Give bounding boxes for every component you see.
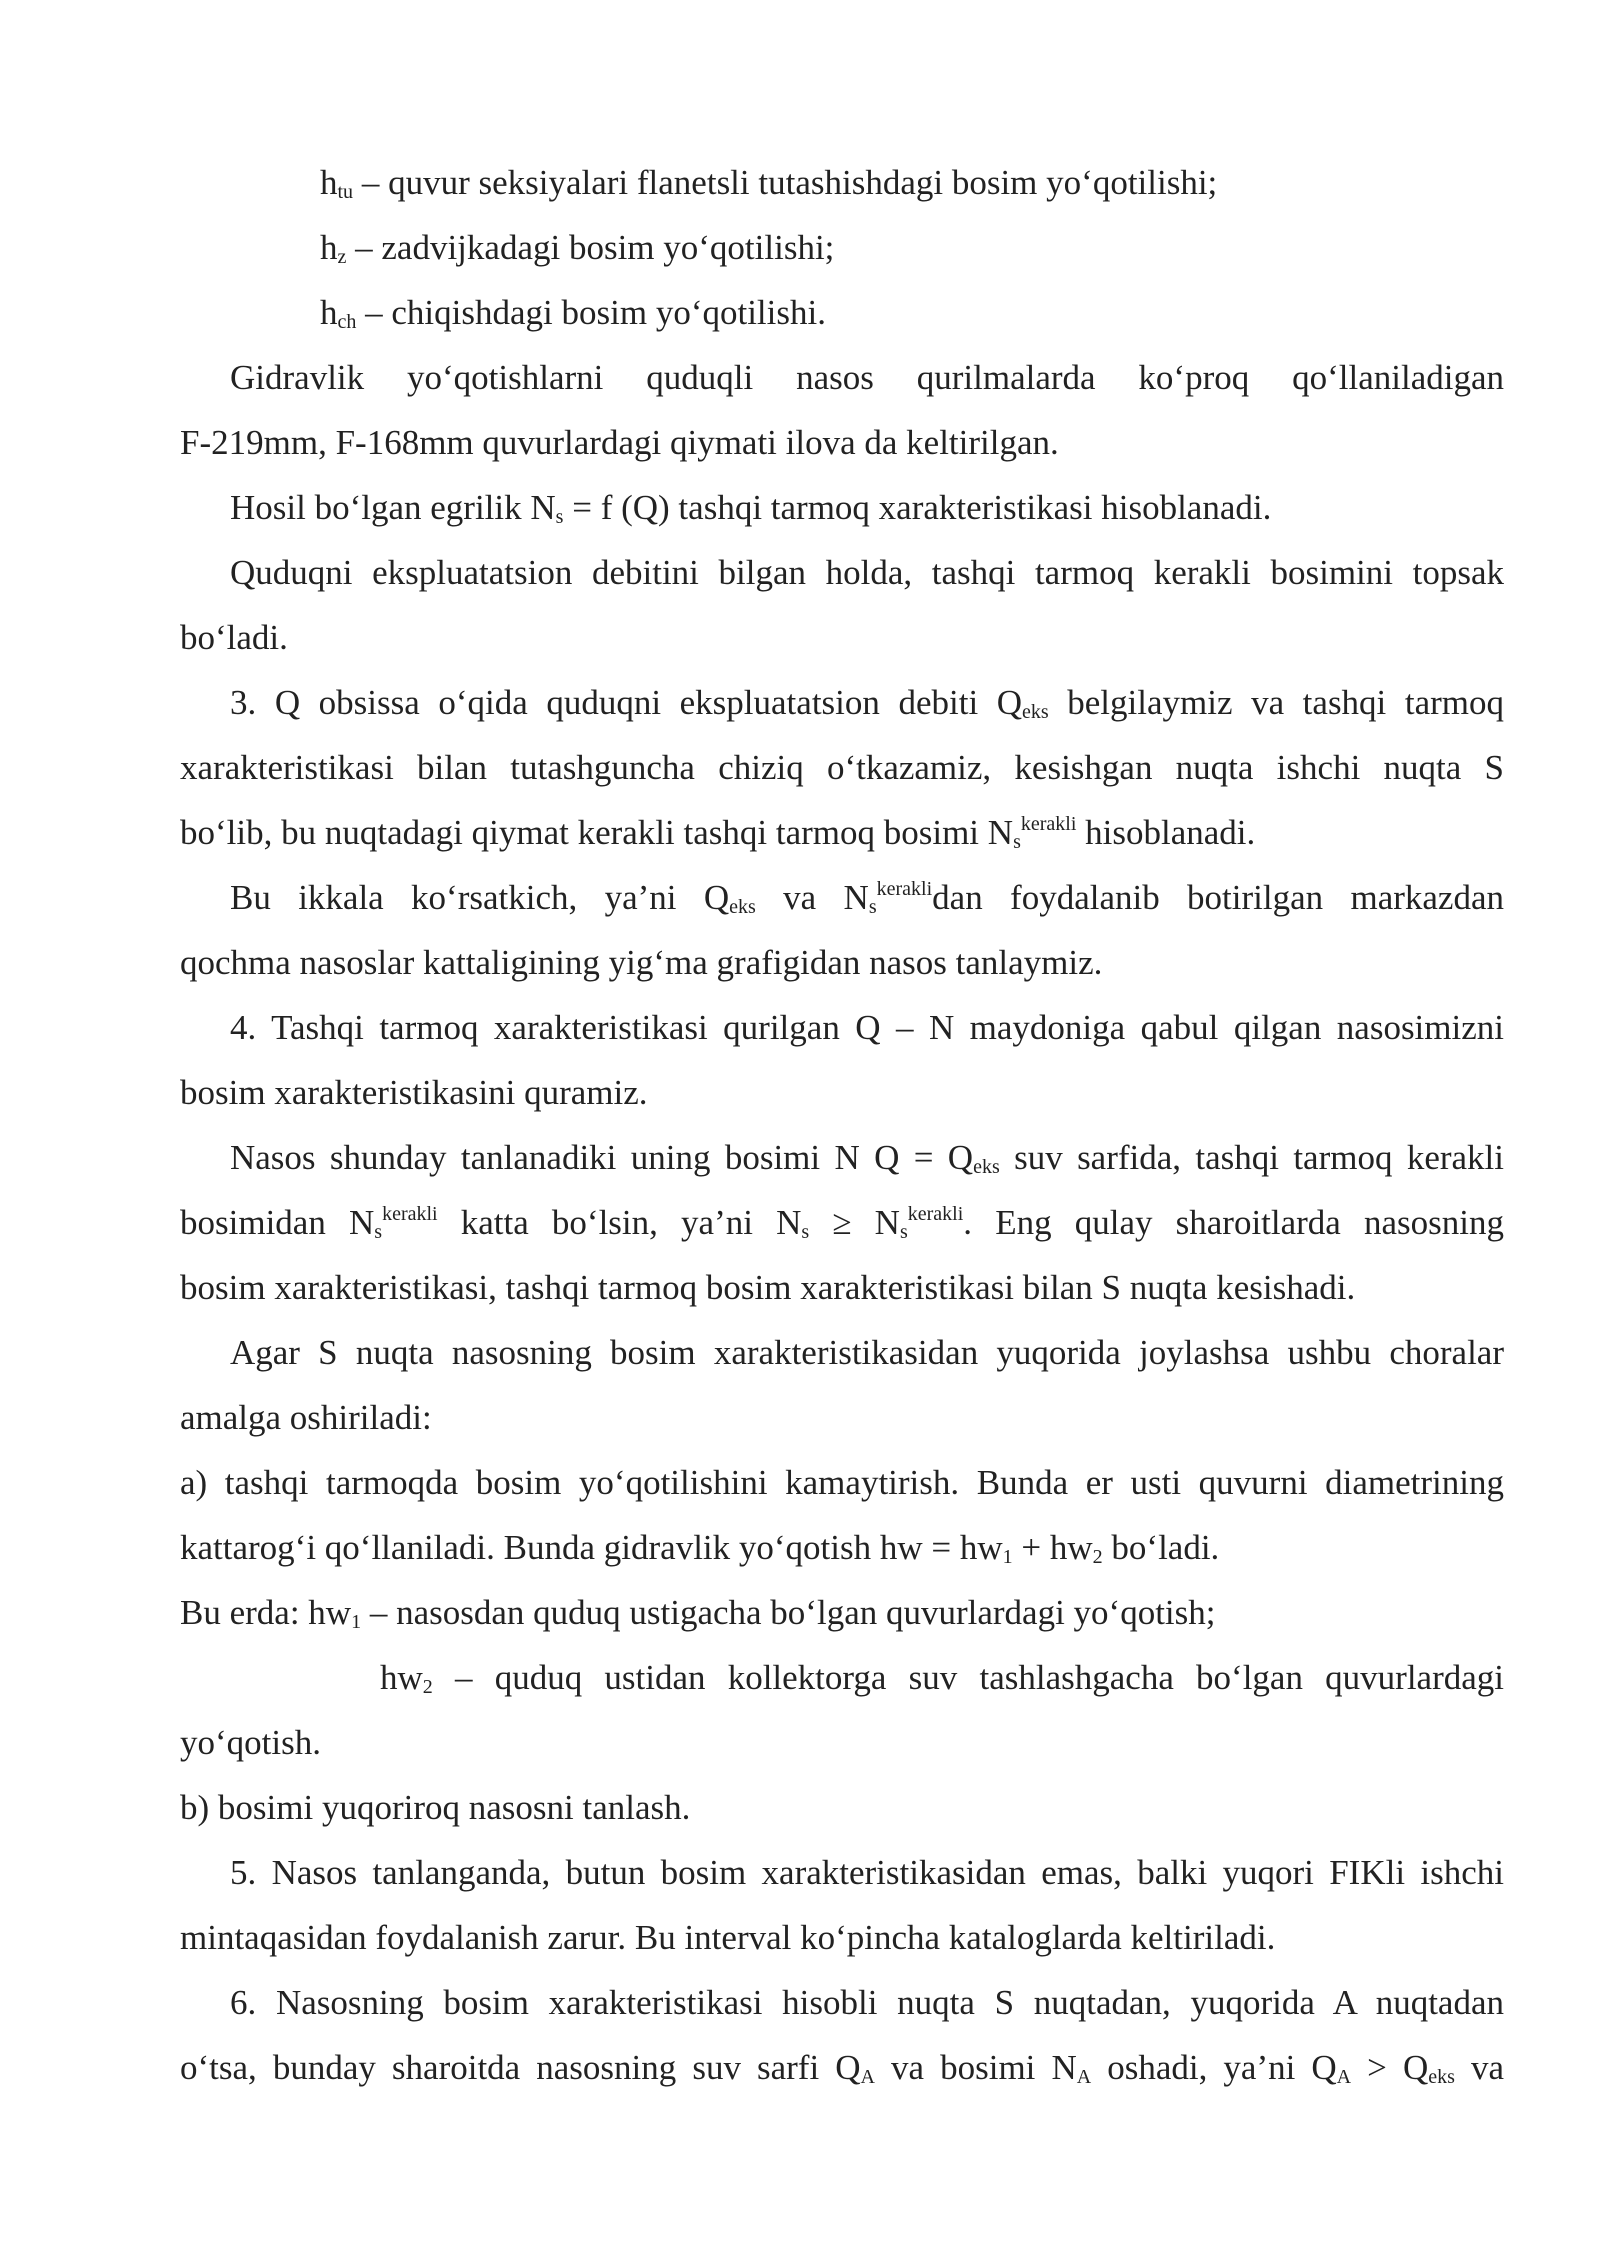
- paragraph-line: qochma nasoslar kattaligining yig‘ma grafigidan nasos tanlaymiz.: [180, 943, 1103, 982]
- paragraph-line: [180, 1515, 1504, 1580]
- paragraph-line: bo‘ladi.: [180, 618, 288, 657]
- paragraph-line: [180, 800, 1504, 865]
- definition-line-htu: [180, 150, 1504, 215]
- text-run: Nasos shunday tanlanadiki uning bosimi N Q = Q: [230, 1138, 974, 1177]
- text-run: o‘tsa, bunday sharoitda nasosning suv sarfi Q: [180, 2048, 861, 2087]
- paragraph-line: [180, 670, 1504, 735]
- subscript: s: [801, 1221, 810, 1243]
- subscript: tu: [337, 181, 354, 203]
- text-run: > Q: [1351, 2048, 1429, 2087]
- subscript: ch: [337, 311, 357, 333]
- text-run: – quvur seksiyalari flanetsli tutashishdagi bosim yo‘qotilishi;: [353, 163, 1218, 202]
- paragraph-line: Agar S nuqta nasosning bosim xarakteristikasidan yuqorida joylashsa ushbu choralar: [230, 1333, 1504, 1372]
- subscript: A: [1076, 2066, 1092, 2088]
- text-run: – nasosdan quduq ustigacha bo‘lgan quvurlardagi yo‘qotish;: [361, 1593, 1216, 1632]
- paragraph-line: [180, 475, 1504, 540]
- text-run: – zadvijkadagi bosim yo‘qotilishi;: [346, 228, 835, 267]
- text-run: – chiqishdagi bosim yo‘qotilishi.: [356, 293, 826, 332]
- text-run: va N: [755, 878, 869, 917]
- text-run: Bu ikkala ko‘rsatkich, ya’ni Q: [230, 878, 730, 917]
- paragraph-line: bosim xarakteristikasi, tashqi tarmoq bosim xarakteristikasi bilan S nuqta kesishadi.: [180, 1268, 1356, 1307]
- subscript: eks: [973, 1156, 1000, 1178]
- text-run: hisoblanadi.: [1076, 813, 1256, 852]
- subscript: eks: [1022, 701, 1049, 723]
- subscript: 2: [422, 1676, 433, 1698]
- text-run: bosimidan N: [180, 1203, 375, 1242]
- paragraph-line: yo‘qotish.: [180, 1723, 321, 1762]
- text-run: – quduq ustidan kollektorga suv tashlashgacha bo‘lgan quvurlardagi: [432, 1658, 1504, 1697]
- subscript: s: [899, 1221, 908, 1243]
- paragraph-line: F-219mm, F-168mm quvurlardagi qiymati ilova da keltirilgan.: [180, 423, 1059, 462]
- text-run: = f (Q) tashqi tarmoq xarakteristikasi hisoblanadi.: [563, 488, 1272, 527]
- paragraph-line: 4. Tashqi tarmoq xarakteristikasi qurilgan Q – N maydoniga qabul qilgan nasosimizni: [230, 1008, 1504, 1047]
- paragraph-line: 6. Nasosning bosim xarakteristikasi hisobli nuqta S nuqtadan, yuqorida A nuqtadan: [230, 1983, 1504, 2022]
- paragraph-line: amalga oshiriladi:: [180, 1398, 432, 1437]
- text-run: ≥ N: [809, 1203, 900, 1242]
- paragraph-line: mintaqasidan foydalanish zarur. Bu interval ko‘pincha kataloglarda keltiriladi.: [180, 1918, 1276, 1957]
- paragraph-line: [180, 1580, 1504, 1645]
- text-run: dan foydalanib botirilgan markazdan: [932, 878, 1505, 917]
- text-run: . Eng qulay sharoitlarda nasosning: [963, 1203, 1504, 1242]
- paragraph-line: bosim xarakteristikasini quramiz.: [180, 1073, 648, 1112]
- text-run: + hw: [1012, 1528, 1093, 1567]
- text-run: katta bo‘lsin, ya’ni N: [437, 1203, 802, 1242]
- text-run: bo‘lib, bu nuqtadagi qiymat kerakli tashqi tarmoq bosimi N: [180, 813, 1014, 852]
- paragraph-line: [180, 1125, 1504, 1190]
- paragraph-line: [180, 865, 1504, 930]
- paragraph-line: Gidravlik yo‘qotishlarni quduqli nasos qurilmalarda ko‘proq qo‘llaniladigan: [230, 358, 1504, 397]
- paragraph-line: [180, 2035, 1504, 2100]
- text-run: 3. Q obsissa o‘qida quduqni ekspluatatsion debiti Q: [230, 683, 1023, 722]
- text-run: h: [320, 163, 338, 202]
- definition-line-hch: [180, 280, 1504, 345]
- text-run: h: [320, 228, 338, 267]
- text-run: suv sarfida, tashqi tarmoq kerakli: [999, 1138, 1504, 1177]
- text-run: belgilaymiz va tashqi tarmoq: [1048, 683, 1504, 722]
- subscript: z: [337, 246, 347, 268]
- subscript: 1: [1002, 1546, 1013, 1568]
- text-run: Bu erda: hw: [180, 1593, 352, 1632]
- subscript: A: [1336, 2066, 1352, 2088]
- superscript: kerakli: [1020, 813, 1077, 835]
- subscript: s: [868, 896, 877, 918]
- paragraph-line: [180, 1190, 1504, 1255]
- text-run: bo‘ladi.: [1102, 1528, 1220, 1567]
- text-run: va: [1454, 2048, 1505, 2087]
- paragraph-line: xarakteristikasi bilan tutashguncha chiziq o‘tkazamiz, kesishgan nuqta ishchi nuqta S: [180, 748, 1504, 787]
- superscript: kerakli: [907, 1203, 964, 1225]
- subscript: A: [860, 2066, 875, 2088]
- subscript: eks: [1428, 2066, 1455, 2088]
- subscript: 2: [1092, 1546, 1103, 1568]
- subscript: eks: [729, 896, 756, 918]
- subscript: s: [374, 1221, 383, 1243]
- text-run: Hosil bo‘lgan egrilik N: [230, 488, 556, 527]
- text-run: oshadi, ya’ni Q: [1091, 2048, 1337, 2087]
- definition-line-hz: [180, 215, 1504, 280]
- text-run: va bosimi N: [874, 2048, 1077, 2087]
- text-run: kattarog‘i qo‘llaniladi. Bunda gidravlik yo‘qotish hw = hw: [180, 1528, 1003, 1567]
- paragraph-line: Quduqni ekspluatatsion debitini bilgan holda, tashqi tarmoq kerakli bosimini topsak: [230, 553, 1504, 592]
- subscript: 1: [351, 1611, 362, 1633]
- text-run: h: [320, 293, 338, 332]
- superscript: kerakli: [382, 1203, 438, 1225]
- text-run: hw: [380, 1658, 423, 1697]
- paragraph-line: [180, 1645, 1504, 1710]
- paragraph-line: 5. Nasos tanlanganda, butun bosim xarakteristikasidan emas, balki yuqori FIKli ishchi: [230, 1853, 1504, 1892]
- subscript: s: [555, 506, 564, 528]
- paragraph-line: a) tashqi tarmoqda bosim yo‘qotilishini kamaytirish. Bunda er usti quvurni diametrining: [180, 1463, 1504, 1502]
- superscript: kerakli: [876, 878, 933, 900]
- subscript: s: [1013, 831, 1021, 853]
- document-page: [180, 150, 1504, 2100]
- paragraph-line: b) bosimi yuqoriroq nasosni tanlash.: [180, 1788, 691, 1827]
